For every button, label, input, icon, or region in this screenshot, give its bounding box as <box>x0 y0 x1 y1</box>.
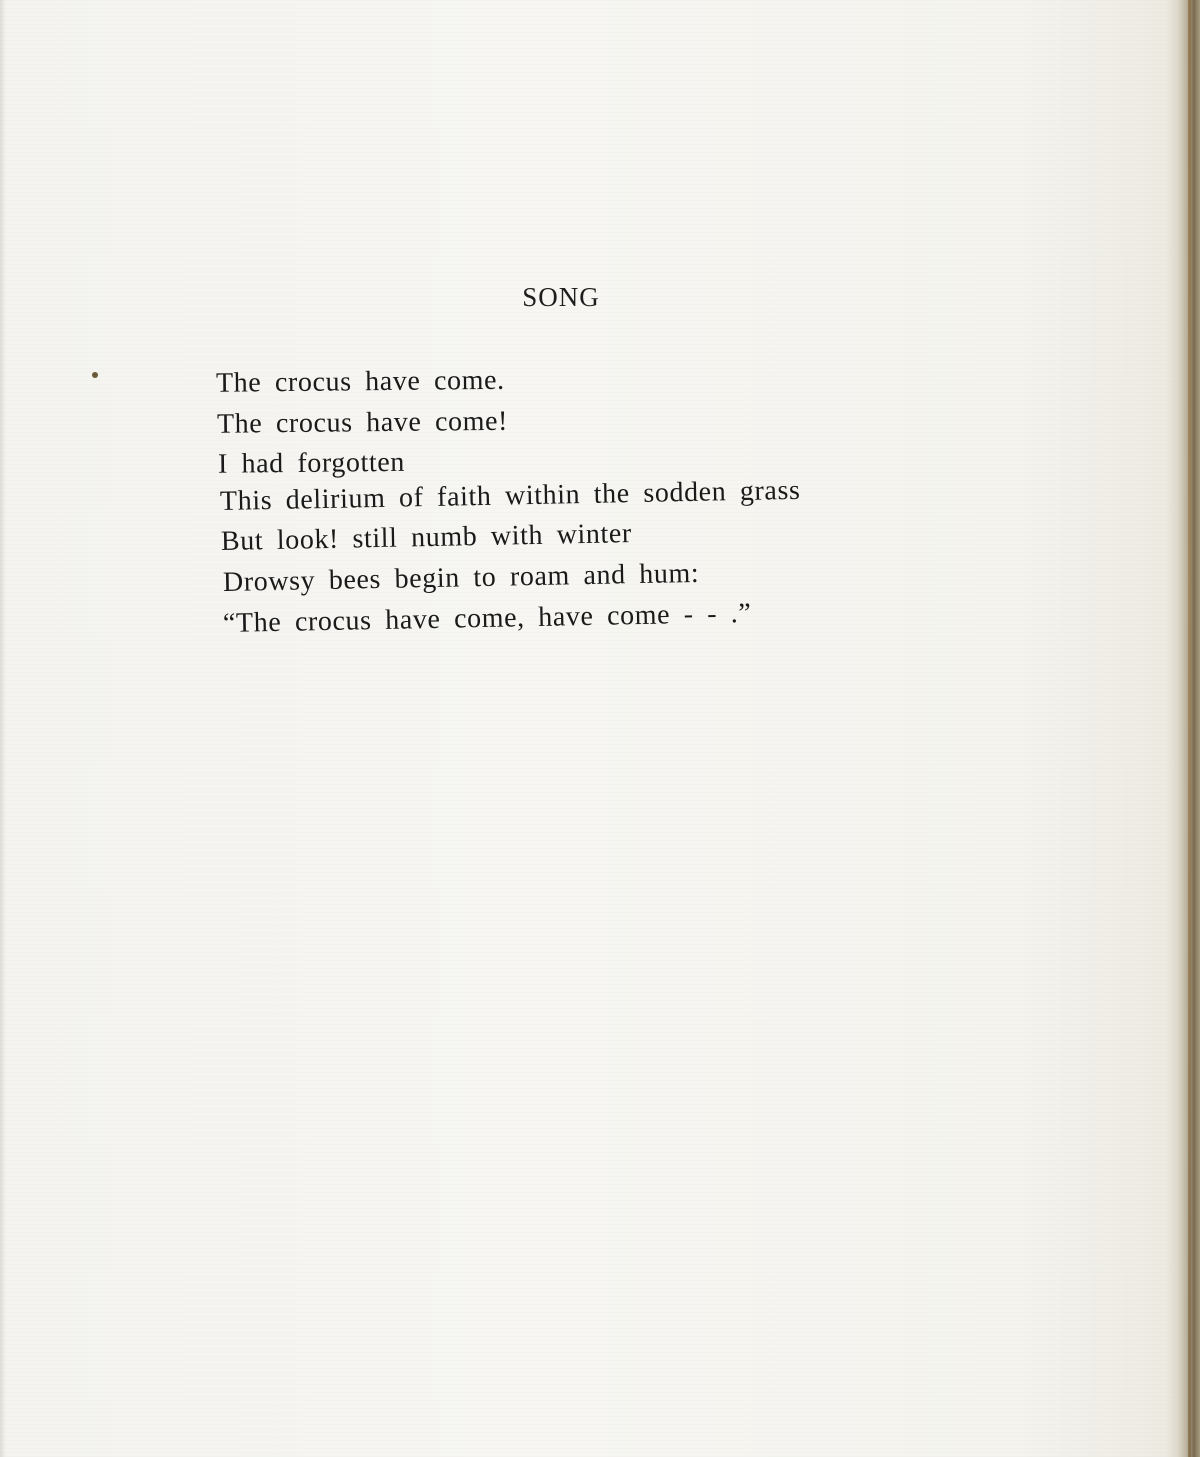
poem-title: SONG <box>522 282 600 312</box>
poem-line: The crocus have come! <box>216 405 509 440</box>
page-left-shadow <box>0 0 6 1457</box>
poem-body <box>216 360 936 644</box>
binding-edge <box>1188 0 1191 1457</box>
page-right-edge <box>1166 0 1200 1457</box>
poem-line: “The crocus have come, have come - - .” <box>222 597 752 639</box>
poem-line: The crocus have come. <box>215 364 505 399</box>
poem-line: I had forgotten <box>217 447 406 480</box>
poem-line: Drowsy bees begin to roam and hum: <box>222 557 700 598</box>
ink-speck <box>92 372 98 378</box>
poem-line: This delirium of faith within the sodden grass <box>219 474 801 517</box>
poem-line: But look! still numb with winter <box>220 518 633 558</box>
